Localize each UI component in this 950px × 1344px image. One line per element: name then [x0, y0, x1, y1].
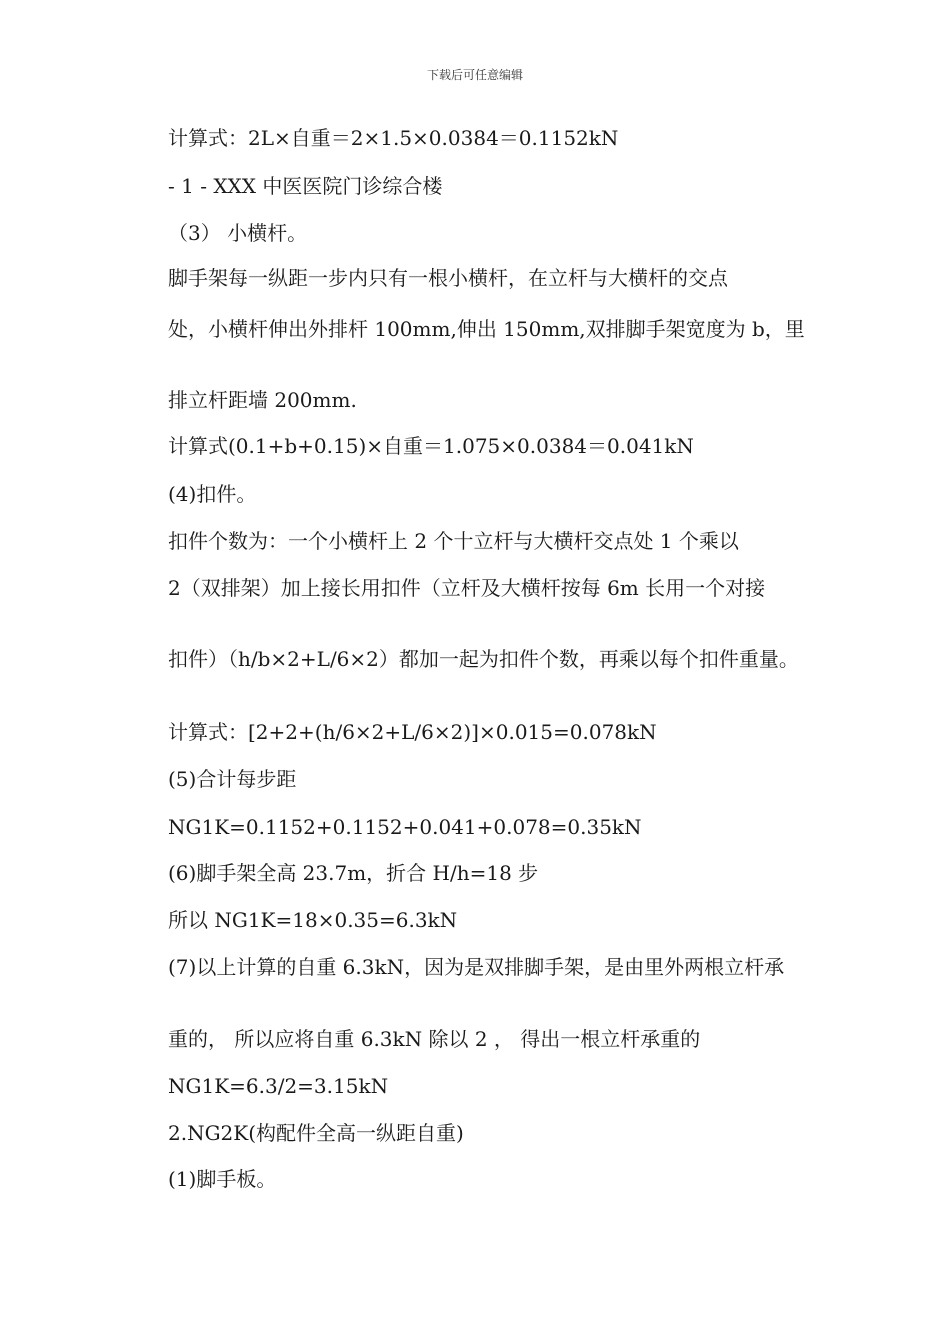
text-line-6: 排立杆距墙 200mm.: [168, 388, 357, 412]
text-line-16: 所以 NG1K=18×0.35=6.3kN: [168, 908, 458, 932]
text-line-20: 2.NG2K(构配件全高一纵距自重): [168, 1121, 464, 1145]
text-line-2: - 1 - XXX 中医医院门诊综合楼: [168, 174, 443, 198]
text-line-12: 计算式：[2+2+(h/6×2+L/6×2)]×0.015=0.078kN: [168, 720, 657, 744]
text-line-11: 扣件）（h/b×2+L/6×2）都加一起为扣件个数，再乘以每个扣件重量。: [168, 647, 799, 671]
text-line-10: 2（双排架）加上接长用扣件（立杆及大横杆按每 6m 长用一个对接: [168, 576, 766, 600]
text-line-1: 计算式：2L×自重＝2×1.5×0.0384＝0.1152kN: [168, 126, 619, 150]
text-line-21: (1)脚手板。: [168, 1167, 277, 1191]
text-line-5: 处，小横杆伸出外排杆 100mm,伸出 150mm,双排脚手架宽度为 b，里: [168, 317, 805, 341]
text-line-7: 计算式(0.1+b+0.15)×自重＝1.075×0.0384＝0.041kN: [168, 434, 694, 458]
page-header: 下载后可任意编辑: [426, 68, 523, 82]
text-line-8: (4)扣件。: [168, 482, 257, 506]
text-line-3: （3） 小横杆。: [168, 221, 308, 245]
text-line-4: 脚手架每一纵距一步内只有一根小横杆，在立杆与大横杆的交点: [168, 266, 728, 290]
text-line-19: NG1K=6.3/2=3.15kN: [168, 1074, 389, 1098]
text-line-9: 扣件个数为：一个小横杆上 2 个十立杆与大横杆交点处 1 个乘以: [168, 529, 739, 553]
text-line-14: NG1K=0.1152+0.1152+0.041+0.078=0.35kN: [168, 815, 642, 839]
text-line-18: 重的， 所以应将自重 6.3kN 除以 2 ， 得出一根立杆承重的: [168, 1027, 701, 1051]
text-line-15: (6)脚手架全高 23.7m，折合 H/h=18 步: [168, 861, 539, 885]
text-line-17: (7)以上计算的自重 6.3kN，因为是双排脚手架，是由里外两根立杆承: [168, 955, 785, 979]
text-line-13: (5)合计每步距: [168, 767, 297, 791]
